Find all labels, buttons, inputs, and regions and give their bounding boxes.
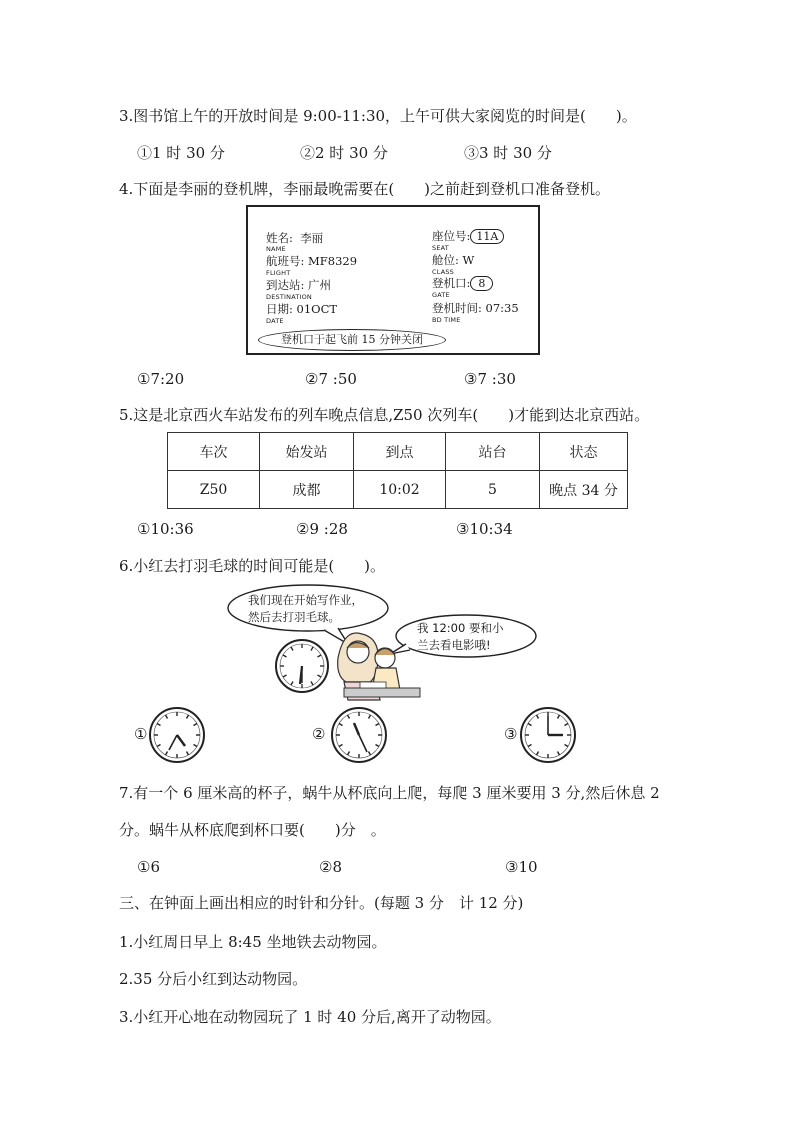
train-table [167,432,628,509]
table-header: 始发站 [260,433,354,471]
q3-text: 3.图书馆上午的开放时间是 9:00-11:30，上午可供大家阅览的时间是( )。 [119,107,637,125]
pass-seat: 座位号: 11A [432,229,504,244]
q7-option-3: ③10 [505,858,538,876]
section3-item-2: 2.35 分后小红到达动物园。 [119,970,308,988]
q3-option-2: ②2 时 30 分 [300,144,388,162]
pass-name-en: NAME [266,245,286,253]
table-cell: 5 [446,471,540,509]
pass-class: 舱位: W [432,253,475,267]
q3-option-3: ③3 时 30 分 [464,144,552,162]
q7-option-1: ①6 [137,858,160,876]
q6-option-1-mark: ① [134,725,148,743]
table-header: 车次 [168,433,260,471]
boarding-pass [246,205,540,355]
section3-item-1: 1.小红周日早上 8:45 坐地铁去动物园。 [119,933,387,951]
pass-date-en: DATE [266,317,284,325]
q5-option-1: ①10:36 [137,520,194,538]
q7-option-2: ②8 [319,858,342,876]
clock-option-1-icon [148,706,206,764]
pass-gate-en: GATE [432,291,450,299]
pass-date: 日期: 01OCT [266,302,338,316]
speech-bubble-right-text: 我 12:00 要和小 兰去看电影哦! [417,621,504,652]
table-header: 状态 [540,433,628,471]
q5-option-3: ③10:34 [456,520,513,538]
pass-dest-en: DESTINATION [266,293,312,301]
pass-dest: 到达站: 广州 [266,278,332,292]
table-header-row [168,433,628,471]
q4-option-1: ①7:20 [137,370,185,388]
clock-option-3-icon [519,706,577,764]
table-header: 站台 [446,433,540,471]
table-cell: 成都 [260,471,354,509]
section3-title: 三、在钟面上画出相应的时针和分针。(每题 3 分 计 12 分) [119,894,524,912]
pass-gate: 登机口: 8 [432,276,493,291]
q5-text: 5.这是北京西火车站发布的列车晚点信息,Z50 次列车( )才能到达北京西站。 [119,406,650,424]
table-row [168,471,628,509]
wall-clock-icon [276,640,328,692]
pass-seat-en: SEAT [432,244,449,252]
q5-option-2: ②9 :28 [296,520,348,538]
q6-option-2-mark: ② [312,725,326,743]
q4-text: 4.下面是李丽的登机牌，李丽最晚需要在( )之前赶到登机口准备登机。 [119,180,611,198]
pass-notice: 登机口于起飞前 15 分钟关闭 [258,329,446,351]
clock-option-2-icon [330,706,388,764]
pass-name: 姓名: 李丽 [266,231,324,245]
q6-text: 6.小红去打羽毛球的时间可能是( )。 [119,557,386,575]
table-header: 到点 [354,433,446,471]
q3-option-1: ①1 时 30 分 [137,144,225,162]
q7-text-line-2: 分。蜗牛从杯底爬到杯口要( )分 。 [119,821,386,839]
q6-option-3-mark: ③ [504,725,518,743]
pass-time-en: BD TIME [432,316,461,324]
q4-option-3: ③7 :30 [464,370,516,388]
pass-flight: 航班号: MF8329 [266,254,358,268]
table-cell: 晚点 34 分 [540,471,628,509]
pass-flight-en: FLIGHT [266,269,291,277]
table-cell: 10:02 [354,471,446,509]
section3-item-3: 3.小红开心地在动物园玩了 1 时 40 分后,离开了动物园。 [119,1008,501,1026]
pass-class-en: CLASS [432,268,455,276]
q4-option-2: ②7 :50 [305,370,357,388]
q7-text-line-1: 7.有一个 6 厘米高的杯子，蜗牛从杯底向上爬，每爬 3 厘米要用 3 分,然后休息 2 [119,784,660,802]
table-cell: Z50 [168,471,260,509]
pass-time: 登机时间: 07:35 [432,301,519,315]
speech-bubble-left-text: 我们现在开始写作业， 然后去打羽毛球。 [248,593,363,624]
